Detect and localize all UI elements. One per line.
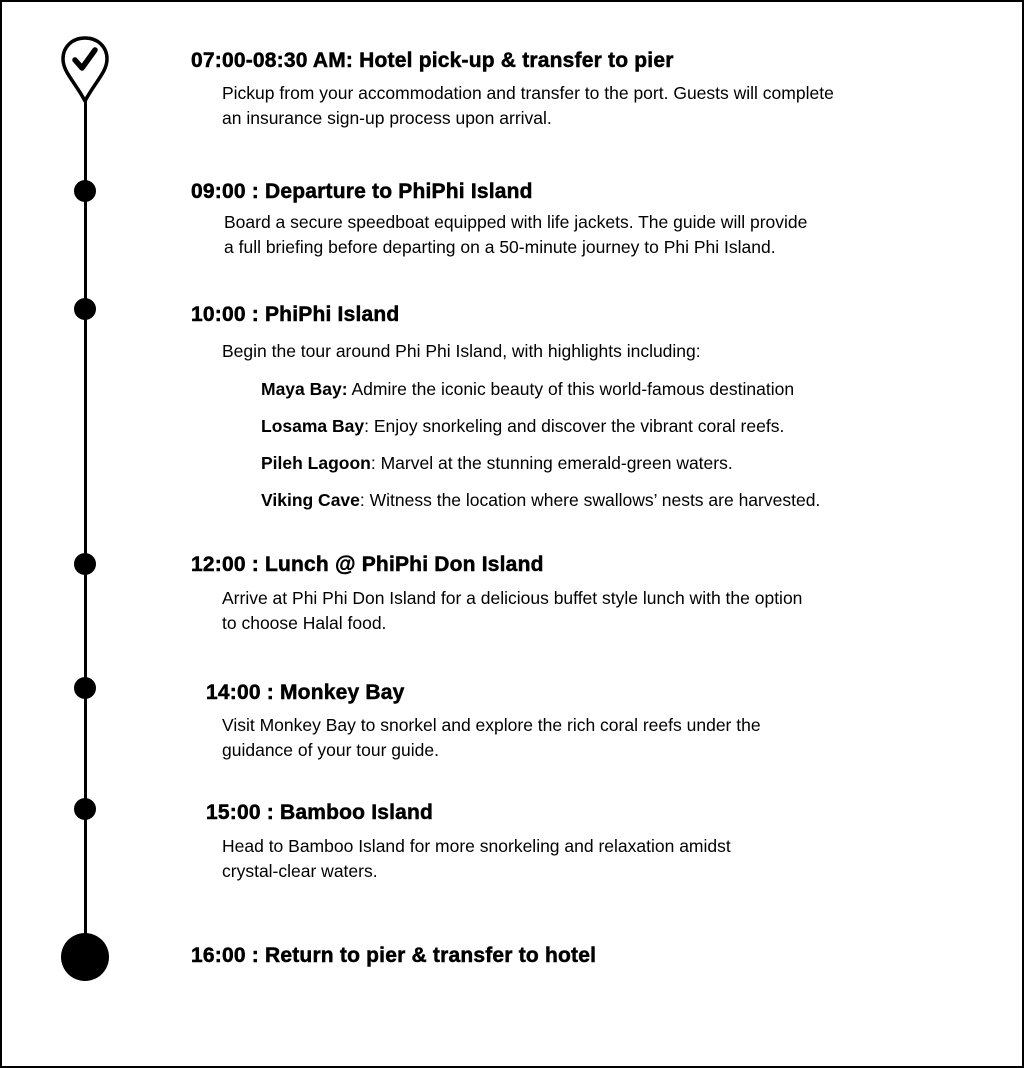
step-title-0900: 09:00 : Departure to PhiPhi Island — [191, 180, 533, 203]
highlight-text: : Enjoy snorkeling and discover the vibrant coral reefs. — [364, 416, 785, 436]
timeline-dot-1500 — [74, 798, 96, 820]
highlight-pileh-lagoon — [261, 451, 733, 475]
filled-circle-icon — [61, 933, 109, 981]
highlight-viking-cave — [261, 488, 820, 512]
step-desc-line: crystal-clear waters. — [222, 861, 378, 881]
timeline-line — [84, 97, 87, 957]
timeline-dot-1200 — [74, 553, 96, 575]
step-desc-line: to choose Halal food. — [222, 613, 387, 633]
step-desc-line: an insurance sign-up process upon arrival. — [222, 108, 552, 128]
step-title-1000: 10:00 : PhiPhi Island — [191, 303, 400, 326]
highlight-maya-bay — [261, 377, 794, 401]
highlight-name: Viking Cave — [261, 490, 360, 510]
highlight-text: Admire the iconic beauty of this world-famous destination — [347, 379, 795, 399]
timeline-dot-1000 — [74, 298, 96, 320]
step-title-1200: 12:00 : Lunch @ PhiPhi Don Island — [191, 553, 544, 576]
step-desc-line: Head to Bamboo Island for more snorkeling and relaxation amidst — [222, 836, 731, 856]
step-desc-line: Arrive at Phi Phi Don Island for a delicious buffet style lunch with the option — [222, 588, 803, 608]
step-desc-line: Pickup from your accommodation and transfer to the port. Guests will complete — [222, 83, 834, 103]
step-title-1500: 15:00 : Bamboo Island — [206, 801, 434, 824]
highlight-text: : Marvel at the stunning emerald-green waters. — [370, 453, 733, 473]
step-desc-line: guidance of your tour guide. — [222, 740, 439, 760]
highlight-text: : Witness the location where swallows’ nests are harvested. — [359, 490, 821, 510]
highlight-losama-bay — [261, 414, 784, 438]
step-desc-line: Begin the tour around Phi Phi Island, with highlights including: — [222, 341, 701, 361]
highlight-name: Pileh Lagoon — [261, 453, 371, 473]
checkmark-pin-icon — [60, 35, 110, 105]
timeline-dot-1400 — [74, 677, 96, 699]
step-desc-line: Visit Monkey Bay to snorkel and explore the rich coral reefs under the — [222, 715, 761, 735]
step-desc-line: a full briefing before departing on a 50-minute journey to Phi Phi Island. — [224, 237, 776, 257]
step-title-1400: 14:00 : Monkey Bay — [206, 681, 405, 704]
highlight-name: Losama Bay — [261, 416, 365, 436]
step-title-0700: 07:00-08:30 AM: Hotel pick-up & transfer to pier — [191, 49, 674, 72]
step-title-1600: 16:00 : Return to pier & transfer to hotel — [191, 944, 597, 967]
highlight-name: Maya Bay: — [261, 379, 348, 399]
step-desc-line: Board a secure speedboat equipped with life jackets. The guide will provide — [224, 212, 808, 232]
timeline-dot-0900 — [74, 180, 96, 202]
